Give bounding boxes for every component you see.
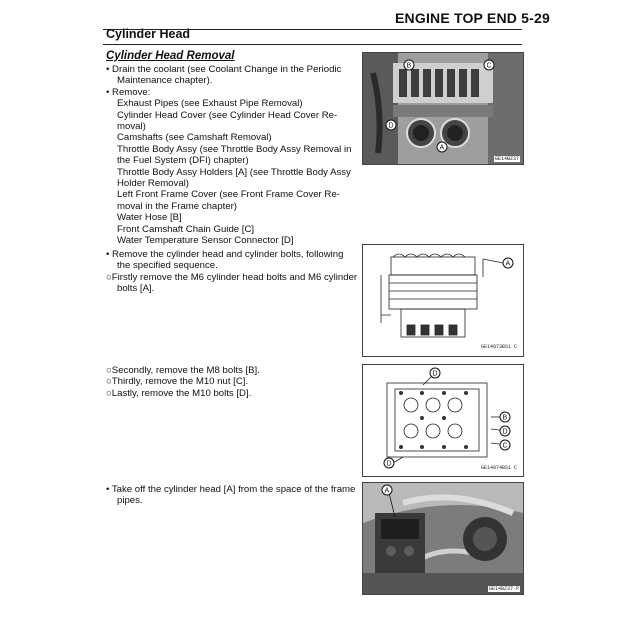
remove-item: Cylinder Head Cover (see Cylinder Head Cover Re- — [117, 109, 338, 121]
step-text: the specified sequence. — [117, 260, 218, 272]
bolt-sequence-block — [106, 249, 358, 295]
head-removal-photo-illustration — [363, 483, 523, 594]
callout-label: B — [502, 414, 508, 422]
remove-item: moval) — [117, 121, 146, 133]
remove-item: Left Front Frame Cover (see Front Frame Cover Re- — [117, 189, 340, 201]
section-rule — [103, 44, 522, 45]
figure-code: GE14BZ37 P — [488, 586, 519, 592]
remove-item: Throttle Body Assy (see Throttle Body Assy Removal in — [117, 143, 352, 155]
step-text: • Remove: — [106, 86, 151, 98]
step-text: pipes. — [117, 495, 143, 507]
step-text: • Take off the cylinder head [A] from the space of the frame — [106, 484, 356, 495]
remove-item: Front Camshaft Chain Guide [C] — [117, 223, 255, 235]
removal-steps-block — [106, 64, 351, 247]
callout-label: C — [502, 442, 508, 450]
figure-code: GE14BZ37 — [494, 156, 519, 162]
figure-m6-bolts-diagram — [362, 244, 524, 357]
section-title: Cylinder Head — [106, 27, 191, 41]
figure-code: GE14073BS1 C — [480, 344, 517, 350]
remove-item: Water Temperature Sensor Connector [D] — [117, 235, 294, 247]
bolt-sequence-continued — [106, 365, 351, 399]
callout-label: A — [384, 487, 390, 495]
step-text: ○Secondly, remove the M8 bolts [B]. — [106, 365, 260, 376]
callout-label: A — [505, 260, 511, 268]
remove-item: Throttle Body Assy Holders [A] (see Throttle Body Assy — [117, 166, 351, 178]
remove-item: Water Hose [B] — [117, 212, 182, 224]
cylinder-side-drawing — [363, 245, 523, 356]
step-text: ○Lastly, remove the M10 bolts [D]. — [106, 387, 252, 399]
engine-photo-illustration — [363, 53, 523, 164]
remove-item: the Fuel System (DFI) chapter) — [117, 155, 249, 167]
callout-label: D — [388, 122, 394, 130]
figure-bolt-sequence-diagram — [362, 364, 524, 477]
figure-throttle-body-photo — [362, 52, 524, 165]
figure-code: GE14074BS1 C — [480, 465, 517, 471]
step-text: ○Thirdly, remove the M10 nut [C]. — [106, 376, 249, 388]
remove-item: Exhaust Pipes (see Exhaust Pipe Removal) — [117, 98, 303, 110]
subsection-title: Cylinder Head Removal — [106, 50, 235, 62]
callout-label: D — [386, 460, 392, 468]
remove-item: Holder Removal) — [117, 178, 189, 190]
figure-head-removal-photo — [362, 482, 524, 595]
callout-label: D — [502, 428, 508, 436]
step-text: ○Firstly remove the M6 cylinder head bolts and M6 cylinder — [106, 271, 358, 283]
callout-label: D — [432, 370, 438, 378]
step-text: Maintenance chapter). — [117, 75, 213, 87]
remove-item: Camshafts (see Camshaft Removal) — [117, 132, 272, 144]
page-header-title: ENGINE TOP END 5-29 — [395, 10, 550, 26]
step-text: bolts [A]. — [117, 283, 155, 295]
callout-label: A — [439, 144, 445, 152]
callout-label: C — [486, 62, 492, 70]
take-off-head-block — [106, 484, 356, 507]
cylinder-head-top-drawing — [363, 365, 523, 476]
callout-label: B — [406, 62, 412, 70]
remove-item: moval in the Frame chapter) — [117, 200, 237, 212]
step-text: • Drain the coolant (see Coolant Change in the Periodic — [106, 64, 342, 75]
step-text: • Remove the cylinder head and cylinder bolts, following — [106, 249, 344, 260]
